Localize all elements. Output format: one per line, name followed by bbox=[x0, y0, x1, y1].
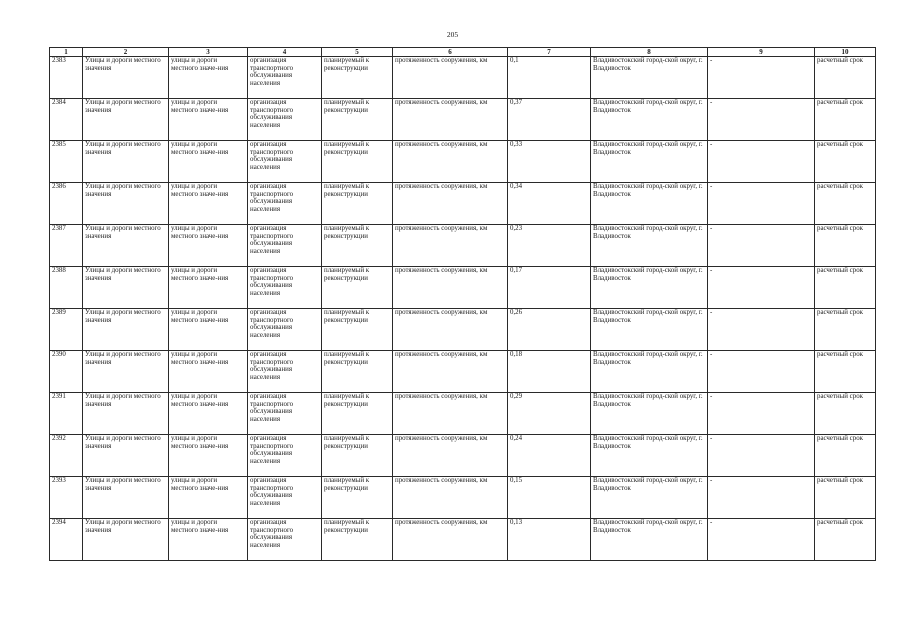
zone-cell: - bbox=[708, 519, 815, 561]
term-cell: расчетный срок bbox=[815, 267, 876, 309]
status-cell: планируемый к реконструкции bbox=[322, 477, 393, 519]
purpose-cell: организация транспортного обслуживания населения bbox=[248, 57, 322, 99]
status-cell: планируемый к реконструкции bbox=[322, 99, 393, 141]
zone-cell: - bbox=[708, 225, 815, 267]
table-row bbox=[50, 477, 876, 519]
object-type-cell: улицы и дороги местного значе-ния bbox=[169, 225, 248, 267]
term-cell: расчетный срок bbox=[815, 99, 876, 141]
column-number-row bbox=[50, 48, 876, 57]
purpose-cell: организация транспортного обслуживания населения bbox=[248, 351, 322, 393]
row-number-cell: 2385 bbox=[50, 141, 83, 183]
object-name-cell: Улицы и дороги местного значения bbox=[83, 225, 169, 267]
location-cell: Владивостокский город-ской округ, г. Владивосток bbox=[591, 477, 708, 519]
table-row bbox=[50, 141, 876, 183]
object-type-cell: улицы и дороги местного значе-ния bbox=[169, 267, 248, 309]
object-type-cell: улицы и дороги местного значе-ния bbox=[169, 477, 248, 519]
table-row bbox=[50, 351, 876, 393]
parameter-cell: протяженность сооружения, км bbox=[393, 225, 508, 267]
object-type-cell: улицы и дороги местного значе-ния bbox=[169, 57, 248, 99]
value-cell: 0,23 bbox=[508, 225, 591, 267]
row-number-cell: 2389 bbox=[50, 309, 83, 351]
value-cell: 0,1 bbox=[508, 57, 591, 99]
zone-cell: - bbox=[708, 309, 815, 351]
location-cell: Владивостокский город-ской округ, г. Владивосток bbox=[591, 57, 708, 99]
table-row bbox=[50, 225, 876, 267]
location-cell: Владивостокский город-ской округ, г. Владивосток bbox=[591, 435, 708, 477]
value-cell: 0,26 bbox=[508, 309, 591, 351]
column-header: 10 bbox=[815, 48, 876, 57]
object-type-cell: улицы и дороги местного значе-ния bbox=[169, 351, 248, 393]
object-name-cell: Улицы и дороги местного значения bbox=[83, 351, 169, 393]
term-cell: расчетный срок bbox=[815, 477, 876, 519]
term-cell: расчетный срок bbox=[815, 141, 876, 183]
table-row bbox=[50, 393, 876, 435]
status-cell: планируемый к реконструкции bbox=[322, 435, 393, 477]
term-cell: расчетный срок bbox=[815, 393, 876, 435]
location-cell: Владивостокский город-ской округ, г. Владивосток bbox=[591, 351, 708, 393]
object-name-cell: Улицы и дороги местного значения bbox=[83, 477, 169, 519]
column-header: 9 bbox=[708, 48, 815, 57]
purpose-cell: организация транспортного обслуживания населения bbox=[248, 435, 322, 477]
parameter-cell: протяженность сооружения, км bbox=[393, 141, 508, 183]
object-name-cell: Улицы и дороги местного значения bbox=[83, 141, 169, 183]
table-row bbox=[50, 519, 876, 561]
row-number-cell: 2383 bbox=[50, 57, 83, 99]
purpose-cell: организация транспортного обслуживания населения bbox=[248, 477, 322, 519]
column-header: 3 bbox=[169, 48, 248, 57]
object-name-cell: Улицы и дороги местного значения bbox=[83, 309, 169, 351]
page-number: 205 bbox=[446, 30, 459, 39]
column-header: 7 bbox=[508, 48, 591, 57]
row-number-cell: 2392 bbox=[50, 435, 83, 477]
table-row bbox=[50, 57, 876, 99]
table-row bbox=[50, 309, 876, 351]
object-name-cell: Улицы и дороги местного значения bbox=[83, 435, 169, 477]
term-cell: расчетный срок bbox=[815, 519, 876, 561]
purpose-cell: организация транспортного обслуживания населения bbox=[248, 267, 322, 309]
purpose-cell: организация транспортного обслуживания населения bbox=[248, 225, 322, 267]
table-row bbox=[50, 99, 876, 141]
term-cell: расчетный срок bbox=[815, 183, 876, 225]
table-body bbox=[50, 57, 876, 561]
zone-cell: - bbox=[708, 351, 815, 393]
column-header: 2 bbox=[83, 48, 169, 57]
purpose-cell: организация транспортного обслуживания населения bbox=[248, 309, 322, 351]
zone-cell: - bbox=[708, 393, 815, 435]
purpose-cell: организация транспортного обслуживания населения bbox=[248, 183, 322, 225]
zone-cell: - bbox=[708, 267, 815, 309]
row-number-cell: 2390 bbox=[50, 351, 83, 393]
term-cell: расчетный срок bbox=[815, 225, 876, 267]
location-cell: Владивостокский город-ской округ, г. Владивосток bbox=[591, 183, 708, 225]
status-cell: планируемый к реконструкции bbox=[322, 225, 393, 267]
table-row bbox=[50, 183, 876, 225]
term-cell: расчетный срок bbox=[815, 57, 876, 99]
parameter-cell: протяженность сооружения, км bbox=[393, 267, 508, 309]
parameter-cell: протяженность сооружения, км bbox=[393, 183, 508, 225]
register-table bbox=[49, 47, 876, 561]
status-cell: планируемый к реконструкции bbox=[322, 351, 393, 393]
object-name-cell: Улицы и дороги местного значения bbox=[83, 183, 169, 225]
row-number-cell: 2393 bbox=[50, 477, 83, 519]
zone-cell: - bbox=[708, 141, 815, 183]
term-cell: расчетный срок bbox=[815, 435, 876, 477]
object-type-cell: улицы и дороги местного значе-ния bbox=[169, 309, 248, 351]
object-type-cell: улицы и дороги местного значе-ния bbox=[169, 393, 248, 435]
location-cell: Владивостокский город-ской округ, г. Владивосток bbox=[591, 519, 708, 561]
location-cell: Владивостокский город-ской округ, г. Владивосток bbox=[591, 141, 708, 183]
value-cell: 0,37 bbox=[508, 99, 591, 141]
parameter-cell: протяженность сооружения, км bbox=[393, 519, 508, 561]
row-number-cell: 2391 bbox=[50, 393, 83, 435]
status-cell: планируемый к реконструкции bbox=[322, 57, 393, 99]
location-cell: Владивостокский город-ской округ, г. Владивосток bbox=[591, 267, 708, 309]
purpose-cell: организация транспортного обслуживания населения bbox=[248, 99, 322, 141]
status-cell: планируемый к реконструкции bbox=[322, 393, 393, 435]
column-header: 8 bbox=[591, 48, 708, 57]
object-type-cell: улицы и дороги местного значе-ния bbox=[169, 99, 248, 141]
column-header: 5 bbox=[322, 48, 393, 57]
row-number-cell: 2387 bbox=[50, 225, 83, 267]
column-header: 1 bbox=[50, 48, 83, 57]
location-cell: Владивостокский город-ской округ, г. Владивосток bbox=[591, 225, 708, 267]
value-cell: 0,18 bbox=[508, 351, 591, 393]
term-cell: расчетный срок bbox=[815, 351, 876, 393]
value-cell: 0,34 bbox=[508, 183, 591, 225]
purpose-cell: организация транспортного обслуживания населения bbox=[248, 519, 322, 561]
parameter-cell: протяженность сооружения, км bbox=[393, 393, 508, 435]
zone-cell: - bbox=[708, 57, 815, 99]
row-number-cell: 2386 bbox=[50, 183, 83, 225]
column-header: 6 bbox=[393, 48, 508, 57]
row-number-cell: 2384 bbox=[50, 99, 83, 141]
location-cell: Владивостокский город-ской округ, г. Владивосток bbox=[591, 309, 708, 351]
object-type-cell: улицы и дороги местного значе-ния bbox=[169, 519, 248, 561]
object-type-cell: улицы и дороги местного значе-ния bbox=[169, 435, 248, 477]
zone-cell: - bbox=[708, 183, 815, 225]
column-header: 4 bbox=[248, 48, 322, 57]
term-cell: расчетный срок bbox=[815, 309, 876, 351]
object-name-cell: Улицы и дороги местного значения bbox=[83, 519, 169, 561]
purpose-cell: организация транспортного обслуживания населения bbox=[248, 141, 322, 183]
object-type-cell: улицы и дороги местного значе-ния bbox=[169, 183, 248, 225]
parameter-cell: протяженность сооружения, км bbox=[393, 435, 508, 477]
value-cell: 0,17 bbox=[508, 267, 591, 309]
status-cell: планируемый к реконструкции bbox=[322, 309, 393, 351]
parameter-cell: протяженность сооружения, км bbox=[393, 477, 508, 519]
parameter-cell: протяженность сооружения, км bbox=[393, 99, 508, 141]
table-row bbox=[50, 267, 876, 309]
table-row bbox=[50, 435, 876, 477]
value-cell: 0,24 bbox=[508, 435, 591, 477]
object-name-cell: Улицы и дороги местного значения bbox=[83, 393, 169, 435]
value-cell: 0,15 bbox=[508, 477, 591, 519]
value-cell: 0,33 bbox=[508, 141, 591, 183]
zone-cell: - bbox=[708, 99, 815, 141]
status-cell: планируемый к реконструкции bbox=[322, 267, 393, 309]
value-cell: 0,13 bbox=[508, 519, 591, 561]
status-cell: планируемый к реконструкции bbox=[322, 183, 393, 225]
status-cell: планируемый к реконструкции bbox=[322, 141, 393, 183]
status-cell: планируемый к реконструкции bbox=[322, 519, 393, 561]
object-name-cell: Улицы и дороги местного значения bbox=[83, 267, 169, 309]
zone-cell: - bbox=[708, 435, 815, 477]
purpose-cell: организация транспортного обслуживания населения bbox=[248, 393, 322, 435]
row-number-cell: 2388 bbox=[50, 267, 83, 309]
row-number-cell: 2394 bbox=[50, 519, 83, 561]
parameter-cell: протяженность сооружения, км bbox=[393, 351, 508, 393]
parameter-cell: протяженность сооружения, км bbox=[393, 57, 508, 99]
parameter-cell: протяженность сооружения, км bbox=[393, 309, 508, 351]
value-cell: 0,29 bbox=[508, 393, 591, 435]
location-cell: Владивостокский город-ской округ, г. Владивосток bbox=[591, 99, 708, 141]
location-cell: Владивостокский город-ской округ, г. Владивосток bbox=[591, 393, 708, 435]
object-name-cell: Улицы и дороги местного значения bbox=[83, 99, 169, 141]
object-type-cell: улицы и дороги местного значе-ния bbox=[169, 141, 248, 183]
object-name-cell: Улицы и дороги местного значения bbox=[83, 57, 169, 99]
zone-cell: - bbox=[708, 477, 815, 519]
